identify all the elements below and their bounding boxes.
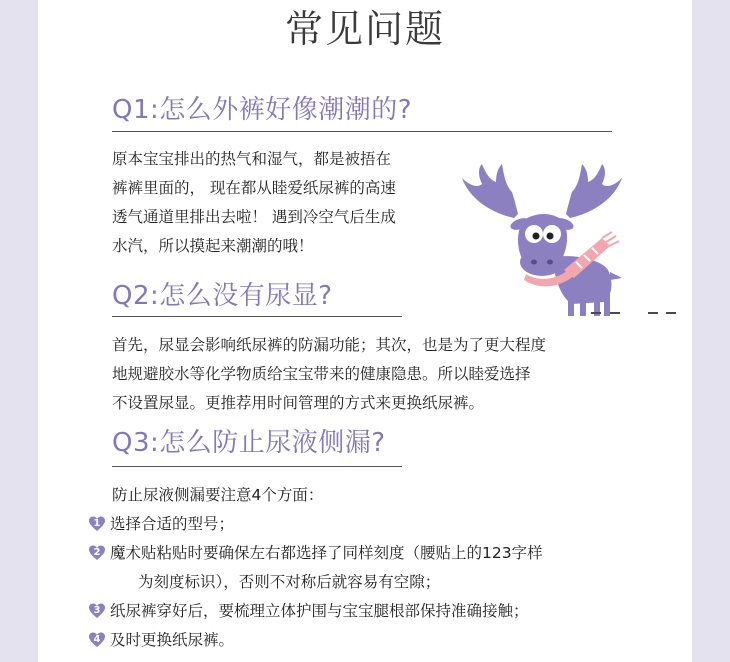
q3-title: Q3:怎么防止尿液侧漏? [112,428,386,458]
q1-divider [112,131,612,132]
list-item [93,597,529,626]
heart-number-icon [88,631,106,649]
moose-icon [452,158,632,328]
decorative-dash [591,312,601,314]
item-text: 选择合适的型号； [110,515,235,533]
item-number: 3 [93,605,101,616]
q1-answer [112,145,396,261]
q3-divider [112,466,402,467]
decorative-dash [648,312,658,314]
list-item [93,626,235,655]
item-number: 2 [93,547,101,558]
q1-answer-line: 原本宝宝排出的热气和湿气，都是被捂在 [112,150,392,168]
item-text: 纸尿裤穿好后，要梳理立体护围与宝宝腿根部保持准确接触； [110,602,529,620]
heart-number-icon [88,515,106,533]
q2-title: Q2:怎么没有尿显? [112,281,333,311]
q3-intro: 防止尿液侧漏要注意4个方面： [112,486,324,504]
item-text: 及时更换纸尿裤。 [110,631,235,649]
item-text-continued: 为刻度标识），否则不对称后就容易有空隙； [138,573,441,591]
heart-number-icon [88,544,106,562]
decorative-dash [610,312,620,314]
q1-answer-line: 水汽，所以摸起来潮潮的哦！ [112,237,314,255]
item-text: 魔术贴粘贴时要确保左右都选择了同样刻度（腰贴上的123字样 [110,544,543,562]
moose-illustration [452,158,632,332]
q2-divider [112,316,402,317]
q2-answer-line: 地规避胶水等化学物质给宝宝带来的健康隐患。所以睦爱选择 [112,365,531,383]
list-item [93,510,235,539]
item-number: 4 [93,634,101,645]
heart-number-icon [88,602,106,620]
q1-title: Q1:怎么外裤好像潮潮的? [112,95,413,125]
q1-answer-line: 裤裤里面的， 现在都从睦爱纸尿裤的高速 [112,179,396,197]
list-item [93,539,543,568]
q2-answer [112,331,546,418]
decorative-dash [666,312,676,314]
q2-answer-line: 首先，尿显会影响纸尿裤的防漏功能；其次，也是为了更大程度 [112,336,547,354]
q2-answer-line: 不设置尿显。更推荐用时间管理的方式来更换纸尿裤。 [112,394,485,412]
q1-answer-line: 透气通道里排出去啦！ 遇到冷空气后生成 [112,208,396,226]
page-title: 常见问题 [284,7,445,51]
faq-page [38,0,692,662]
item-number: 1 [93,518,101,529]
